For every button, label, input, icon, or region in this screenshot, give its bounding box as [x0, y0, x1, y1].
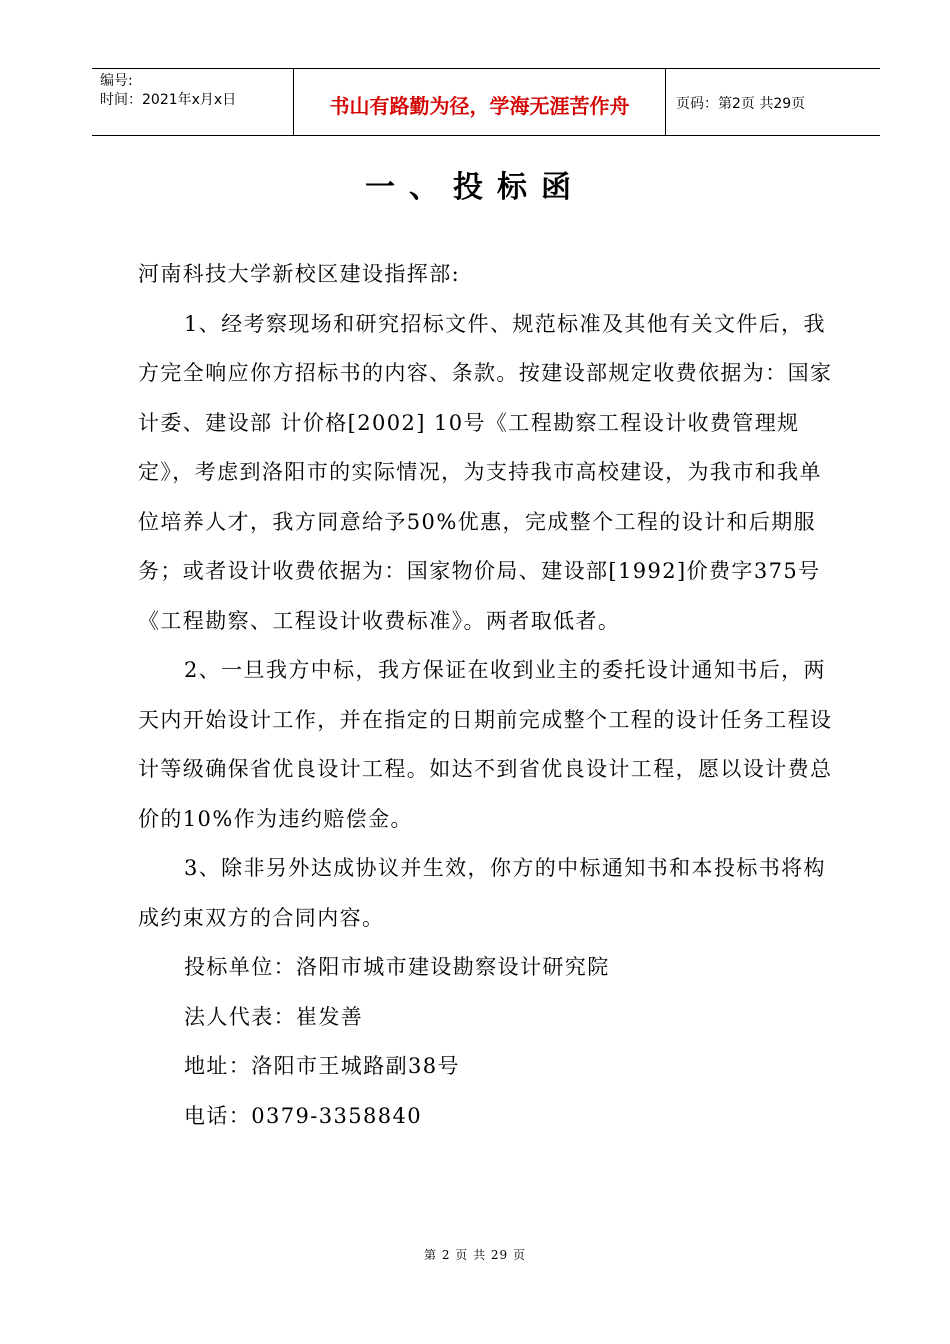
letter-body — [138, 250, 844, 1141]
header-motto-cell — [294, 69, 666, 135]
document-title: 一、投标函 — [365, 170, 585, 205]
time-label: 时间：2021年x月x日 — [100, 92, 237, 108]
legal-representative: 法人代表：崔发善 — [184, 1004, 364, 1029]
paragraph-3: 3、除非另外达成协议并生效，你方的中标通知书和本投标书将构成约束双方的合同内容。 — [138, 856, 826, 930]
page-number-label: 页码：第2页 共29页 — [676, 96, 806, 112]
addressee: 河南科技大学新校区建设指挥部: — [138, 262, 461, 286]
header-page-cell — [666, 69, 880, 135]
page-footer: 第 2 页 共 29 页 — [424, 1248, 526, 1262]
bidder-unit: 投标单位：洛阳市城市建设勘察设计研究院 — [184, 955, 610, 979]
motto-text: 书山有路勤为径，学海无涯苦作舟 — [329, 93, 630, 118]
paragraph-1: 1、经考察现场和研究招标文件、规范标准及其他有关文件后，我方完全响应你方招标书的内容、条款。按建设部规定收费依据为：国家计委、建设部 计价格[2002] 10号《工程勘察工程设计收费管理规定》，考虑到洛阳市的实际情况，为支持我市高校建设，为我市和我单位培养人才，我方同意给予50%优惠，完成整个工程的设计和后期服务；或者设计收费依据为：国家物价局、建设部[1992]价费字375号《工程勘察、工程设计收费标准》。两者取低者。 — [138, 311, 833, 633]
serial-number-label: 编号: — [100, 73, 133, 89]
header-meta-cell — [92, 69, 294, 135]
address: 地址：洛阳市王城路副38号 — [184, 1054, 460, 1078]
page-header — [92, 68, 880, 136]
phone: 电话：0379-3358840 — [184, 1103, 423, 1128]
paragraph-2: 2、一旦我方中标，我方保证在收到业主的委托设计通知书后，两天内开始设计工作，并在指定的日期前完成整个工程的设计任务工程设计等级确保省优良设计工程。如达不到省优良设计工程，愿以设计费总价的10%作为违约赔偿金。 — [138, 658, 833, 831]
